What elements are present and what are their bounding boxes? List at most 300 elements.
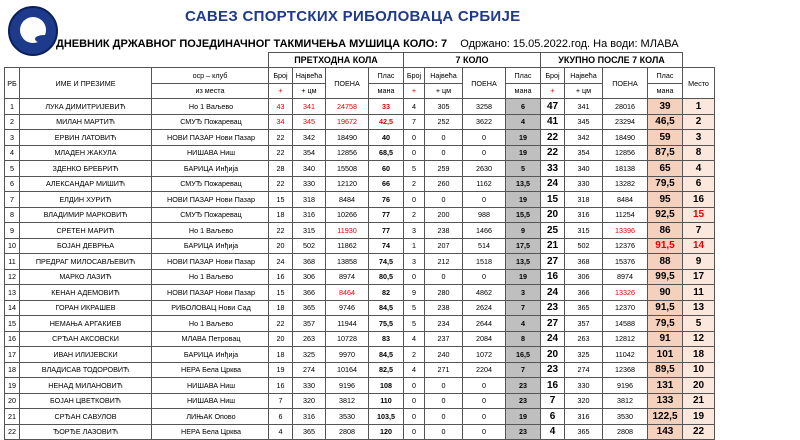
cell-r-pts: 3258 [463, 99, 506, 115]
cell-rank: 17 [683, 269, 715, 285]
cell-p-place: 77 [369, 207, 404, 223]
cell-name: БОЈАН ДЕВРЊА [20, 238, 152, 254]
cell-rank: 16 [683, 192, 715, 208]
cell-t-pts: 11254 [603, 207, 648, 223]
cell-r-count: 5 [404, 316, 425, 332]
federation-logo [8, 6, 58, 56]
cell-p-count: 22 [269, 223, 293, 239]
cell-r-count: 3 [404, 223, 425, 239]
held-info: Одржано: 15.05.2022.год. На води: МЛАВА [460, 38, 679, 50]
cell-rb: 17 [5, 347, 20, 363]
cell-p-big: 263 [293, 331, 326, 347]
col-p-largest: Највећа [293, 68, 326, 84]
cell-t-place: 46,5 [648, 114, 683, 130]
table-row [5, 114, 715, 130]
cell-rank: 22 [683, 424, 715, 440]
cell-t-big: 368 [565, 254, 603, 270]
table-row [5, 300, 715, 316]
cell-p-count: 24 [269, 254, 293, 270]
cell-rb: 11 [5, 254, 20, 270]
cell-p-big: 330 [293, 378, 326, 394]
cell-club: Но 1 Ваљево [152, 269, 269, 285]
cell-t-big: 316 [565, 207, 603, 223]
cell-r-big: 234 [425, 316, 463, 332]
cell-t-place: 59 [648, 130, 683, 146]
cell-p-big: 315 [293, 223, 326, 239]
cell-p-big: 340 [293, 161, 326, 177]
table-row [5, 285, 715, 301]
cell-club: НИШАВА Ниш [152, 393, 269, 409]
cell-t-pts: 12368 [603, 362, 648, 378]
cell-t-pts: 23294 [603, 114, 648, 130]
cell-t-place: 122,5 [648, 409, 683, 425]
cell-t-place: 88 [648, 254, 683, 270]
cell-t-pts: 18490 [603, 130, 648, 146]
cell-t-big: 306 [565, 269, 603, 285]
cell-t-place: 101 [648, 347, 683, 363]
cell-club: СМУЂ Пожаревац [152, 114, 269, 130]
cell-p-pts: 2808 [326, 424, 369, 440]
cell-club: Но 1 Ваљево [152, 316, 269, 332]
cell-t-big: 325 [565, 347, 603, 363]
group-round-header: 7 КОЛО [404, 53, 541, 68]
cell-p-count: 19 [269, 362, 293, 378]
cell-r-big: 238 [425, 223, 463, 239]
cell-p-count: 16 [269, 269, 293, 285]
cell-r-pts: 0 [463, 378, 506, 394]
col-t-unit: + цм [565, 83, 603, 99]
cell-t-big: 345 [565, 114, 603, 130]
cell-p-count: 6 [269, 409, 293, 425]
cell-name: ЕРВИН ЛАТОВИЋ [20, 130, 152, 146]
cell-p-big: 345 [293, 114, 326, 130]
group-prev-header: ПРЕТХОДНА КОЛА [269, 53, 404, 68]
cell-p-pts: 10728 [326, 331, 369, 347]
cell-name: ИВАН ИЛИЈЕВСКИ [20, 347, 152, 363]
cell-p-pts: 3812 [326, 393, 369, 409]
cell-t-big: 357 [565, 316, 603, 332]
col-r-unit: + цм [425, 83, 463, 99]
cell-t-big: 330 [565, 176, 603, 192]
cell-t-place: 95 [648, 192, 683, 208]
cell-p-pts: 18490 [326, 130, 369, 146]
cell-r-pts: 2630 [463, 161, 506, 177]
cell-r-pts: 3622 [463, 114, 506, 130]
cell-r-place: 19 [506, 130, 541, 146]
cell-club: БАРИЦА Инђија [152, 347, 269, 363]
cell-r-pts: 0 [463, 424, 506, 440]
table-row [5, 362, 715, 378]
cell-t-pts: 3530 [603, 409, 648, 425]
cell-p-count: 34 [269, 114, 293, 130]
cell-r-count: 4 [404, 362, 425, 378]
cell-t-pts: 18138 [603, 161, 648, 177]
table-row [5, 238, 715, 254]
cell-p-place: 84,5 [369, 300, 404, 316]
cell-name: СРЂАН АКСОВСКИ [20, 331, 152, 347]
cell-r-count: 3 [404, 254, 425, 270]
cell-r-count: 0 [404, 409, 425, 425]
cell-p-big: 365 [293, 300, 326, 316]
cell-rank: 12 [683, 331, 715, 347]
cell-t-big: 366 [565, 285, 603, 301]
cell-r-big: 0 [425, 393, 463, 409]
cell-p-big: 366 [293, 285, 326, 301]
cell-p-pts: 8974 [326, 269, 369, 285]
fish-icon [35, 35, 53, 43]
col-rb: РБ [5, 68, 20, 99]
cell-r-count: 1 [404, 238, 425, 254]
cell-p-place: 108 [369, 378, 404, 394]
cell-r-big: 240 [425, 347, 463, 363]
cell-p-big: 274 [293, 362, 326, 378]
cell-r-place: 8 [506, 331, 541, 347]
cell-p-pts: 8484 [326, 192, 369, 208]
cell-t-pts: 12856 [603, 145, 648, 161]
cell-r-place: 15,5 [506, 207, 541, 223]
cell-r-count: 0 [404, 130, 425, 146]
cell-t-pts: 3812 [603, 393, 648, 409]
group-header-row [5, 53, 715, 68]
cell-r-place: 23 [506, 378, 541, 394]
cell-p-place: 103,5 [369, 409, 404, 425]
col-final-place: Место [683, 68, 715, 99]
cell-t-big: 340 [565, 161, 603, 177]
col-t-plus: + [541, 83, 565, 99]
cell-name: МЛАДЕН ЖАКУЛА [20, 145, 152, 161]
cell-rb: 19 [5, 378, 20, 394]
cell-r-count: 2 [404, 347, 425, 363]
cell-p-count: 22 [269, 130, 293, 146]
cell-p-count: 4 [269, 424, 293, 440]
cell-club: Но 1 Ваљево [152, 223, 269, 239]
cell-p-big: 330 [293, 176, 326, 192]
col-club-1: оср – клуб [152, 68, 269, 84]
cell-rank: 9 [683, 254, 715, 270]
cell-rank: 8 [683, 145, 715, 161]
cell-t-count: 23 [541, 362, 565, 378]
cell-t-big: 315 [565, 223, 603, 239]
cell-r-count: 4 [404, 331, 425, 347]
cell-club: НОВИ ПАЗАР Нови Пазар [152, 192, 269, 208]
cell-r-place: 19 [506, 192, 541, 208]
cell-rb: 16 [5, 331, 20, 347]
cell-t-count: 22 [541, 145, 565, 161]
cell-t-place: 86 [648, 223, 683, 239]
cell-name: ЕЛДИН ХУРИЋ [20, 192, 152, 208]
table-row [5, 130, 715, 146]
cell-p-count: 15 [269, 285, 293, 301]
cell-p-big: 318 [293, 192, 326, 208]
cell-t-count: 24 [541, 285, 565, 301]
col-p-points: ПОЕНА [326, 68, 369, 99]
cell-t-place: 79,5 [648, 176, 683, 192]
cell-name: ЂОРЂЕ ЛАЗОВИЋ [20, 424, 152, 440]
cell-t-pts: 11042 [603, 347, 648, 363]
cell-p-pts: 3530 [326, 409, 369, 425]
cell-t-count: 16 [541, 269, 565, 285]
cell-rank: 6 [683, 176, 715, 192]
cell-r-big: 0 [425, 269, 463, 285]
cell-rank: 13 [683, 300, 715, 316]
cell-rb: 3 [5, 130, 20, 146]
cell-p-pts: 12120 [326, 176, 369, 192]
cell-p-place: 83 [369, 331, 404, 347]
cell-t-place: 143 [648, 424, 683, 440]
cell-t-pts: 12812 [603, 331, 648, 347]
cell-t-pts: 2808 [603, 424, 648, 440]
cell-t-count: 41 [541, 114, 565, 130]
cell-club: БАРИЦА Инђија [152, 238, 269, 254]
cell-r-count: 2 [404, 207, 425, 223]
cell-r-big: 260 [425, 176, 463, 192]
cell-t-place: 65 [648, 161, 683, 177]
col-p-count: Број [269, 68, 293, 84]
cell-rb: 7 [5, 192, 20, 208]
cell-p-big: 341 [293, 99, 326, 115]
cell-p-big: 368 [293, 254, 326, 270]
col-r-points: ПОЕНА [463, 68, 506, 99]
cell-r-big: 259 [425, 161, 463, 177]
cell-r-big: 212 [425, 254, 463, 270]
cell-t-big: 365 [565, 300, 603, 316]
cell-r-big: 0 [425, 130, 463, 146]
cell-name: СРЂАН САВУЛОВ [20, 409, 152, 425]
cell-t-pts: 13282 [603, 176, 648, 192]
cell-t-count: 7 [541, 393, 565, 409]
cell-name: АЛЕКСАНДАР МИШИЋ [20, 176, 152, 192]
cell-t-big: 274 [565, 362, 603, 378]
cell-p-place: 120 [369, 424, 404, 440]
cell-t-place: 99,5 [648, 269, 683, 285]
cell-p-place: 68,5 [369, 145, 404, 161]
cell-r-place: 13,5 [506, 254, 541, 270]
cell-t-big: 263 [565, 331, 603, 347]
cell-p-big: 342 [293, 130, 326, 146]
cell-p-place: 66 [369, 176, 404, 192]
cell-t-count: 20 [541, 347, 565, 363]
cell-club: НОВИ ПАЗАР Нови Пазар [152, 254, 269, 270]
cell-r-pts: 2204 [463, 362, 506, 378]
cell-t-pts: 28016 [603, 99, 648, 115]
cell-p-count: 22 [269, 145, 293, 161]
cell-p-count: 28 [269, 161, 293, 177]
cell-rank: 20 [683, 378, 715, 394]
col-name: ИМЕ И ПРЕЗИМЕ [20, 68, 152, 99]
col-t-largest: Највећа [565, 68, 603, 84]
cell-r-pts: 1518 [463, 254, 506, 270]
cell-r-place: 9 [506, 223, 541, 239]
cell-p-pts: 15508 [326, 161, 369, 177]
col-p-unit: + цм [293, 83, 326, 99]
cell-r-pts: 4862 [463, 285, 506, 301]
cell-name: ГОРАН ИКРАШЕВ [20, 300, 152, 316]
cell-r-big: 207 [425, 238, 463, 254]
cell-p-count: 22 [269, 176, 293, 192]
cell-t-place: 90 [648, 285, 683, 301]
cell-p-pts: 10266 [326, 207, 369, 223]
cell-rank: 10 [683, 362, 715, 378]
col-r-place-1: Плас [506, 68, 541, 84]
cell-p-count: 20 [269, 238, 293, 254]
cell-r-count: 0 [404, 378, 425, 394]
cell-club: НЕРА Бела Црква [152, 362, 269, 378]
cell-t-count: 25 [541, 223, 565, 239]
cell-p-count: 18 [269, 207, 293, 223]
cell-rb: 10 [5, 238, 20, 254]
cell-r-place: 19 [506, 409, 541, 425]
cell-p-pts: 19672 [326, 114, 369, 130]
cell-t-pts: 14588 [603, 316, 648, 332]
cell-r-big: 238 [425, 300, 463, 316]
col-t-count: Број [541, 68, 565, 84]
cell-t-place: 89,5 [648, 362, 683, 378]
cell-t-count: 16 [541, 378, 565, 394]
cell-rb: 12 [5, 269, 20, 285]
cell-rank: 7 [683, 223, 715, 239]
cell-r-big: 0 [425, 378, 463, 394]
cell-t-pts: 8484 [603, 192, 648, 208]
cell-rb: 21 [5, 409, 20, 425]
cell-name: ВЛАДИСАВ ТОДОРОВИЋ [20, 362, 152, 378]
cell-r-place: 4 [506, 316, 541, 332]
cell-t-pts: 13396 [603, 223, 648, 239]
cell-r-pts: 2624 [463, 300, 506, 316]
cell-p-count: 22 [269, 316, 293, 332]
results-table [4, 52, 715, 440]
cell-p-pts: 13858 [326, 254, 369, 270]
cell-p-place: 42,5 [369, 114, 404, 130]
cell-r-pts: 0 [463, 192, 506, 208]
cell-t-count: 33 [541, 161, 565, 177]
cell-r-count: 0 [404, 269, 425, 285]
cell-r-count: 2 [404, 176, 425, 192]
cell-rb: 18 [5, 362, 20, 378]
cell-t-big: 365 [565, 424, 603, 440]
cell-name: КЕНАН АДЕМОВИЋ [20, 285, 152, 301]
table-row [5, 316, 715, 332]
cell-p-pts: 9970 [326, 347, 369, 363]
cell-r-big: 200 [425, 207, 463, 223]
cell-t-count: 22 [541, 130, 565, 146]
table-row [5, 192, 715, 208]
col-p-plus: + [269, 83, 293, 99]
cell-t-big: 316 [565, 409, 603, 425]
cell-p-pts: 24758 [326, 99, 369, 115]
table-row [5, 409, 715, 425]
cell-rank: 15 [683, 207, 715, 223]
cell-t-count: 4 [541, 424, 565, 440]
cell-t-count: 24 [541, 331, 565, 347]
cell-r-pts: 1072 [463, 347, 506, 363]
cell-r-place: 19 [506, 145, 541, 161]
cell-name: НЕНАД МИЛАНОВИЋ [20, 378, 152, 394]
group-total-header: УКУПНО ПОСЛЕ 7 КОЛА [541, 53, 683, 68]
cell-r-pts: 988 [463, 207, 506, 223]
cell-p-count: 7 [269, 393, 293, 409]
cell-p-count: 18 [269, 300, 293, 316]
cell-rb: 14 [5, 300, 20, 316]
cell-t-count: 27 [541, 254, 565, 270]
cell-t-big: 318 [565, 192, 603, 208]
cell-r-big: 0 [425, 409, 463, 425]
cell-p-pts: 9196 [326, 378, 369, 394]
cell-p-place: 75,5 [369, 316, 404, 332]
cell-p-count: 43 [269, 99, 293, 115]
cell-rb: 5 [5, 161, 20, 177]
table-row [5, 176, 715, 192]
cell-r-count: 5 [404, 161, 425, 177]
cell-p-big: 316 [293, 409, 326, 425]
cell-name: МИЛАН МАРТИЋ [20, 114, 152, 130]
cell-rank: 2 [683, 114, 715, 130]
cell-t-count: 20 [541, 207, 565, 223]
cell-p-big: 306 [293, 269, 326, 285]
cell-p-big: 354 [293, 145, 326, 161]
cell-rb: 6 [5, 176, 20, 192]
cell-r-big: 0 [425, 145, 463, 161]
cell-p-pts: 8464 [326, 285, 369, 301]
cell-t-count: 27 [541, 316, 565, 332]
cell-p-pts: 12856 [326, 145, 369, 161]
cell-name: НЕМАЊА АРГАКИЕВ [20, 316, 152, 332]
cell-t-place: 131 [648, 378, 683, 394]
cell-p-place: 74,5 [369, 254, 404, 270]
cell-p-place: 40 [369, 130, 404, 146]
cell-club: СМУЂ Пожаревац [152, 207, 269, 223]
cell-t-pts: 12376 [603, 238, 648, 254]
cell-rb: 4 [5, 145, 20, 161]
cell-name: БОЈАН ЦВЕТКОВИЋ [20, 393, 152, 409]
cell-club: НИШАВА Ниш [152, 145, 269, 161]
cell-rb: 22 [5, 424, 20, 440]
journal-title: ДНЕВНИК ДРЖАВНОГ ПОЈЕДИНАЧНОГ ТАКМИЧЕЊА МУШИЦА КОЛО: 7 [56, 38, 448, 50]
cell-r-pts: 0 [463, 409, 506, 425]
cell-t-count: 15 [541, 192, 565, 208]
cell-t-place: 91,5 [648, 238, 683, 254]
cell-name: ЛУКА ДИМИТРИЈЕВИЋ [20, 99, 152, 115]
cell-rb: 9 [5, 223, 20, 239]
cell-name: МАРКО ЛАЗИЋ [20, 269, 152, 285]
cell-r-place: 17,5 [506, 238, 541, 254]
cell-p-place: 84,5 [369, 347, 404, 363]
table-row [5, 378, 715, 394]
col-p-place-2: мана [369, 83, 404, 99]
cell-club: НЕРА Бела Црква [152, 424, 269, 440]
cell-t-count: 21 [541, 238, 565, 254]
cell-t-big: 354 [565, 145, 603, 161]
cell-r-count: 7 [404, 114, 425, 130]
cell-name: ПРЕДРАГ МИЛОСАВЉЕВИЋ [20, 254, 152, 270]
cell-rb: 1 [5, 99, 20, 115]
cell-rank: 4 [683, 161, 715, 177]
cell-r-count: 0 [404, 393, 425, 409]
cell-t-count: 47 [541, 99, 565, 115]
cell-t-place: 79,5 [648, 316, 683, 332]
cell-r-count: 5 [404, 300, 425, 316]
table-row [5, 393, 715, 409]
cell-club: РИБОЛОВАЦ Нови Сад [152, 300, 269, 316]
col-r-plus: + [404, 83, 425, 99]
cell-r-big: 252 [425, 114, 463, 130]
col-t-place-1: Плас [648, 68, 683, 84]
cell-p-place: 82,5 [369, 362, 404, 378]
cell-rb: 2 [5, 114, 20, 130]
cell-t-place: 39 [648, 99, 683, 115]
table-row [5, 254, 715, 270]
cell-p-place: 33 [369, 99, 404, 115]
cell-p-place: 110 [369, 393, 404, 409]
